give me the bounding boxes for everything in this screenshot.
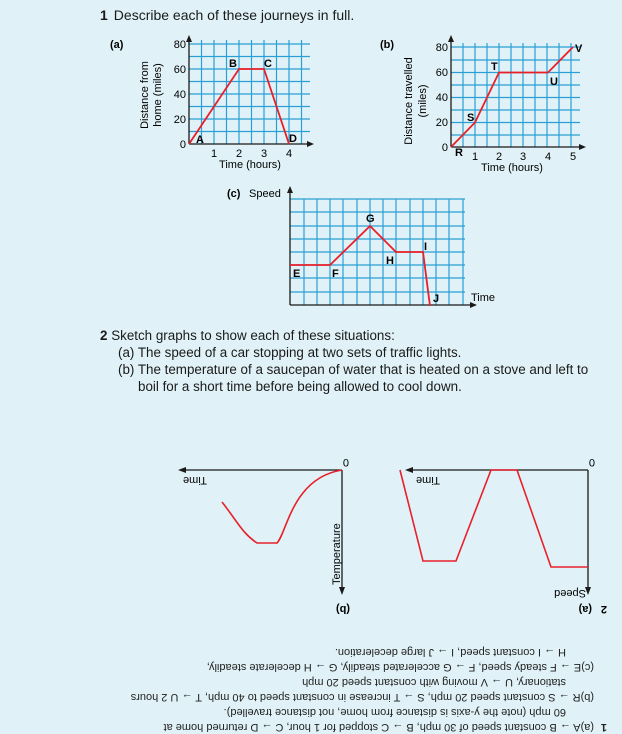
svg-text:0: 0 xyxy=(441,142,448,154)
svg-text:60: 60 xyxy=(435,67,448,79)
svg-text:1: 1 xyxy=(210,148,218,160)
question-number: 2 xyxy=(100,328,108,343)
graph-a-ylabel xyxy=(139,61,164,129)
svg-text:5: 5 xyxy=(569,151,577,163)
svg-text:Time: Time xyxy=(182,474,207,486)
question-number: 1 xyxy=(100,7,108,23)
svg-text:home (miles): home (miles) xyxy=(152,63,164,127)
graph-b-ylabel xyxy=(403,57,429,144)
graph-b-axes xyxy=(451,38,582,147)
svg-text:D: D xyxy=(289,133,297,145)
svg-text:A: A xyxy=(196,134,204,146)
svg-text:80: 80 xyxy=(435,42,448,54)
question-2-prompt: 2 Sketch graphs to show each of these situations: (a) The speed of a car stopping at two sets of traffic lights. (b) The temperature of a saucepan of water that is heated on a stove and left to boil for a short time before being allowed to cool down. xyxy=(100,328,589,394)
graph-b-label: (b) xyxy=(380,39,395,51)
x-axis-arrow-icon xyxy=(178,467,186,473)
question-2-part-b-cont: boil for a short time before being allowed to cool down. xyxy=(138,379,462,394)
svg-text:40: 40 xyxy=(435,92,448,104)
svg-text:T: T xyxy=(491,61,498,73)
svg-text:I: I xyxy=(424,241,428,253)
x-axis-arrow-icon xyxy=(405,467,413,473)
question-2-part-b: (b) The temperature of a saucepan of water that is heated on a stove and left to xyxy=(118,362,589,377)
graph-a-label: (a) xyxy=(110,39,124,51)
svg-text:E: E xyxy=(293,268,301,280)
question-text: Describe each of these journeys in full. xyxy=(113,7,355,23)
y-axis-arrow-icon xyxy=(448,35,454,42)
svg-text:H: H xyxy=(386,255,394,267)
svg-text:Distance from: Distance from xyxy=(139,61,151,129)
sketch-a xyxy=(400,456,595,599)
sketch-b xyxy=(178,456,349,595)
graph-a-axes xyxy=(189,38,310,144)
x-axis-arrow-icon xyxy=(307,141,314,147)
svg-text:(a): (a) xyxy=(578,603,592,615)
svg-text:Speed: Speed xyxy=(554,587,586,599)
svg-text:4: 4 xyxy=(285,148,293,160)
graph-c-ylabel: Speed xyxy=(249,188,281,200)
graph-a xyxy=(100,35,330,185)
graph-c xyxy=(200,180,520,310)
graph-b xyxy=(370,35,610,185)
y-axis-arrow-icon xyxy=(287,186,293,193)
graph-a-grid xyxy=(189,40,310,144)
svg-text:80: 80 xyxy=(173,39,186,51)
svg-text:V: V xyxy=(575,43,583,55)
graph-a-points xyxy=(196,58,297,146)
graph-c-points xyxy=(293,213,439,305)
svg-text:20: 20 xyxy=(435,117,448,129)
svg-text:2: 2 xyxy=(600,603,607,615)
graph-a-xlabel: Time (hours) xyxy=(219,159,281,171)
graph-c-grid xyxy=(290,199,465,305)
question-2-part-a: (a) The speed of a car stopping at two sets of traffic lights. xyxy=(118,345,462,360)
svg-text:(b): (b) xyxy=(335,603,350,615)
x-axis-arrow-icon xyxy=(579,144,586,150)
svg-text:C: C xyxy=(264,58,272,70)
svg-text:60: 60 xyxy=(173,64,186,76)
svg-text:R: R xyxy=(455,147,463,159)
graph-c-xlabel: Time xyxy=(471,292,496,304)
svg-text:2: 2 xyxy=(235,148,243,160)
svg-text:3: 3 xyxy=(260,148,268,160)
svg-text:(miles): (miles) xyxy=(417,84,429,118)
svg-text:20: 20 xyxy=(173,114,186,126)
graph-c-label: (c) xyxy=(227,188,241,200)
svg-text:0: 0 xyxy=(342,456,349,468)
svg-text:F: F xyxy=(332,268,339,280)
graph-b-xlabel: Time (hours) xyxy=(481,162,543,174)
answers-section-upside-down xyxy=(0,440,622,733)
svg-text:Temperature: Temperature xyxy=(331,523,343,585)
svg-text:4: 4 xyxy=(544,151,552,163)
svg-text:B: B xyxy=(229,58,237,70)
y-axis-arrow-icon xyxy=(339,587,345,595)
svg-text:U: U xyxy=(550,76,558,88)
svg-text:J: J xyxy=(433,293,440,305)
svg-text:Time: Time xyxy=(415,474,440,486)
graph-c-line xyxy=(290,226,430,306)
question-1-prompt xyxy=(100,7,354,23)
y-axis-arrow-icon xyxy=(186,35,192,42)
svg-text:40: 40 xyxy=(173,89,186,101)
svg-text:G: G xyxy=(366,213,375,225)
svg-text:0: 0 xyxy=(588,456,595,468)
svg-text:S: S xyxy=(467,112,475,124)
svg-text:1: 1 xyxy=(471,151,479,163)
svg-text:2: 2 xyxy=(495,151,503,163)
svg-text:Distance travelled: Distance travelled xyxy=(403,57,415,145)
svg-text:0: 0 xyxy=(179,139,186,151)
answer-text: 1(a)A → B constant speed of 30 mph, B → C stopped for 1 hour, C → D returned home at 60 mph (note the y-axis is distance from home, not distance travelled). (b)R → S constant speed 20 mph, S → T increase in constant speed to 40 mph, T → U 2 hours stationary, U → V moving with constant speed 20 mph (c)E → F steady speed, F → G accelerated steadily, G → H decelerate steadily, H → I constant speed, I → J large deceleration. xyxy=(130,646,607,733)
svg-text:3: 3 xyxy=(519,151,527,163)
